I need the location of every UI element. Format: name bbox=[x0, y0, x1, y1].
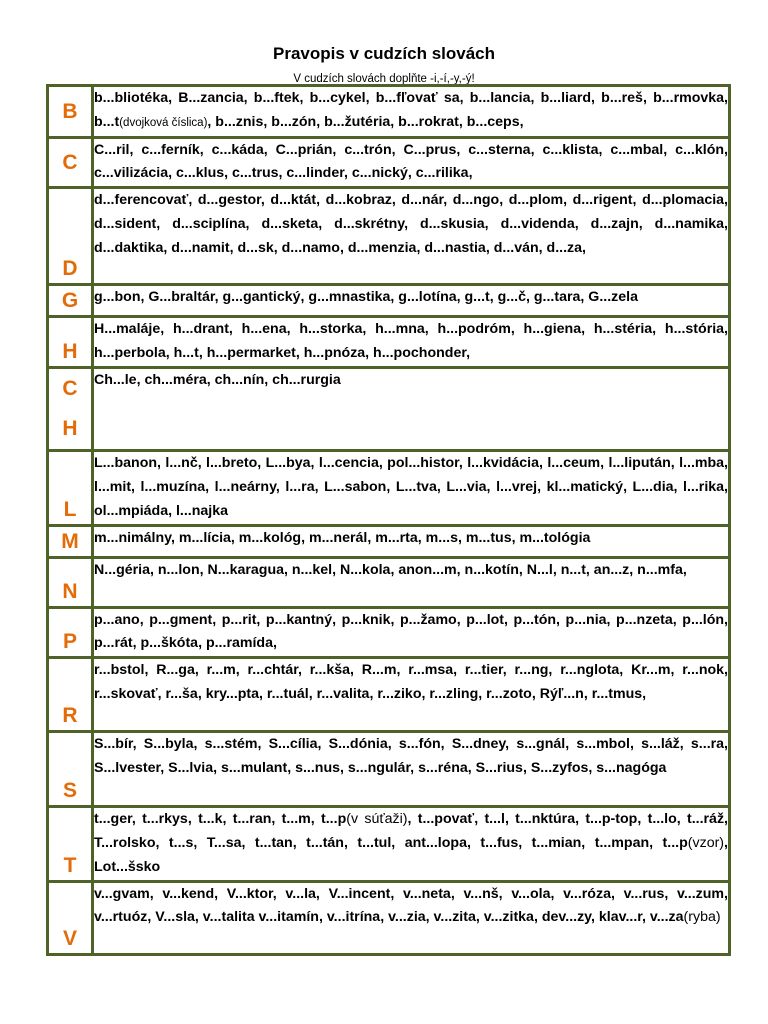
words-cell bbox=[93, 137, 730, 188]
word-line: C...ril, c...ferník, c...káda, C...prián, c...trón, C...prus, c...sterna, c...klista, c...mbal, bbox=[94, 141, 668, 158]
words-cell bbox=[93, 607, 730, 658]
word-line: b...rmovka, b...t bbox=[94, 90, 728, 130]
word-line: s...láž, s...ra, S...lvester, S...lvia, s...mulant, s...nus, s...ngulár, s...réna, S...rius, bbox=[94, 736, 728, 776]
word-line: c...klón, c...vilizácia, c...klus, c...trus, c...linder, c...nický, c...rilika, bbox=[94, 141, 728, 182]
letter-cell: H bbox=[48, 317, 93, 368]
letter-cell: V bbox=[48, 881, 93, 954]
word-line: d...ván, d...za, bbox=[493, 239, 586, 256]
table-row bbox=[48, 86, 730, 138]
word-line: S...zyfos, s...nagóga bbox=[530, 759, 667, 776]
word-line: v...zum, v...rtuóz, V...sla, v...talita v...itamín, v...itrína, v...zia, v...zita, v...zitka, bbox=[94, 885, 728, 926]
instruction-text: V cudzích slovách doplňte -i,-í,-y,-ý! bbox=[293, 73, 475, 85]
word-line: t...mpan, t...p bbox=[594, 834, 688, 851]
words-cell bbox=[93, 285, 730, 317]
word-line: d...ferencovať, d...gestor, d...ktát, d...kobraz, d...nár, d...ngo, d...plom, d...rigent, bbox=[94, 192, 637, 209]
letter-cell: B bbox=[48, 86, 93, 138]
word-line: , t...povať, t...l, t...nktúra, t...p-top, bbox=[407, 811, 642, 828]
words-cell bbox=[93, 368, 730, 451]
word-line: r...bstol, R...ga, r...m, r...chtár, r...kša, R...m, r...msa, r...tier, r...ng, r...nglota, bbox=[94, 662, 624, 679]
words-cell bbox=[93, 807, 730, 881]
table-row bbox=[48, 525, 730, 557]
table-row bbox=[48, 317, 730, 368]
word-line: v...gvam, v...kend, V...ktor, v...la, V...incent, v...neta, v...nš, v...ola, v...róza, v...rus, bbox=[94, 885, 669, 902]
word-line: Kr...m, r...nok, r...skovať, r...ša, kry...pta, r...tuál, r...valita, r...ziko, r...zling, r...zoto, bbox=[94, 662, 728, 702]
letter-cell: C bbox=[48, 137, 93, 188]
letter-c: C bbox=[62, 377, 78, 401]
letter-cell: T bbox=[48, 807, 93, 881]
words-cell bbox=[93, 557, 730, 607]
word-line: d...zajn, d...namika, d...daktika, d...namit, d...sk, d...namo, d...menzia, d...nastia, bbox=[94, 215, 729, 256]
word-line: L...banon, l...nč, l...breto, L...bya, l...cencia, pol...histor, l...kvidácia, l...ceum, bbox=[94, 455, 605, 472]
letter-cell: R bbox=[48, 658, 93, 732]
word-note: (v súťaži) bbox=[346, 811, 408, 828]
word-line: d...plomacia, d...sident, d...sciplína, d...sketa, d...skrétny, d...skusia, d...videnda, bbox=[94, 192, 728, 232]
word-line: dev...zy, klav...r, v...za bbox=[541, 909, 684, 926]
word-line: , Lot...šsko bbox=[94, 834, 728, 875]
word-line: n...mfa, bbox=[637, 561, 687, 578]
words-cell bbox=[93, 881, 730, 954]
word-line: h...stória, h...perbola, h...t, h...permarket, h...pnóza, h...pochonder, bbox=[94, 321, 728, 361]
letter-h: H bbox=[62, 417, 78, 441]
word-line: Ch...le, ch...méra, ch...nín, ch...rurgia bbox=[94, 372, 341, 389]
word-line: l...vrej, kl...matický, L...dia, l...rika, ol...mpiáda, l...najka bbox=[94, 478, 728, 519]
words-cell bbox=[93, 86, 730, 138]
table-row bbox=[48, 451, 730, 525]
word-line: b...bliotéka, B...zancia, b...ftek, b...cykel, b...fľovať sa, b...lancia, b...liard, b...reš, bbox=[94, 90, 647, 106]
table-row bbox=[48, 557, 730, 607]
table-row bbox=[48, 368, 730, 451]
table-row bbox=[48, 188, 730, 285]
table-row bbox=[48, 137, 730, 188]
table-row bbox=[48, 881, 730, 954]
table-row bbox=[48, 732, 730, 807]
words-cell bbox=[93, 451, 730, 525]
word-line: Rýľ...n, r...tmus, bbox=[539, 685, 647, 702]
table-row bbox=[48, 285, 730, 317]
word-line: g...bon, G...braltár, g...gantický, g...mnastika, g...lotína, g...t, g...č, g...tara, G...zela bbox=[94, 289, 638, 306]
words-cell bbox=[93, 317, 730, 368]
letter-cell: P bbox=[48, 607, 93, 658]
words-cell bbox=[93, 188, 730, 285]
word-line: l...lipután, l...mba, l...mit, l...muzína, l...neárny, l...ra, L...sabon, L...tva, L...via, bbox=[94, 455, 728, 495]
word-note: (vzor) bbox=[687, 834, 725, 851]
table-row bbox=[48, 607, 730, 658]
word-line: , b...znis, b...zón, b...žutéria, b...rokrat, b...ceps, bbox=[207, 113, 524, 130]
letter-cell: D bbox=[48, 188, 93, 285]
page-title: Pravopis v cudzích slovách bbox=[272, 44, 496, 63]
word-line: N...géria, n...lon, N...karagua, n...kel, N...kola, anon...m, n...kotín, N...l, n...t, an...z, bbox=[94, 561, 634, 578]
words-cell bbox=[93, 658, 730, 732]
word-note: (dvojková číslica) bbox=[119, 116, 208, 129]
words-cell bbox=[93, 732, 730, 807]
word-table bbox=[46, 84, 731, 956]
letter-cell: G bbox=[48, 285, 93, 317]
letter-cell: S bbox=[48, 732, 93, 807]
word-line: t...ger, t...rkys, t...k, t...ran, t...m, t...p bbox=[94, 811, 347, 828]
word-note: (ryba) bbox=[683, 909, 721, 926]
table-row bbox=[48, 658, 730, 732]
word-line: m...nimálny, m...lícia, m...kológ, m...nerál, m...rta, m...s, m...tus, m...tológia bbox=[94, 529, 591, 546]
letter-cell bbox=[48, 368, 93, 451]
letter-cell: N bbox=[48, 557, 93, 607]
letter-cell: M bbox=[48, 525, 93, 557]
word-line: p...nzeta, p...lón, p...rát, p...škóta, p...ramída, bbox=[94, 611, 728, 652]
table-row bbox=[48, 807, 730, 881]
word-line: t...lo, t...ráž, T...rolsko, t...s, T...sa, t...tan, t...tán, t...tul, ant...lopa, t...fus, t...mian, bbox=[94, 811, 728, 851]
word-line: S...bír, S...byla, s...stém, S...cília, S...dónia, s...fón, S...dney, s...gnál, s...mbol, bbox=[94, 736, 634, 753]
word-line: H...maláje, h...drant, h...ena, h...storka, h...mna, h...podróm, h...giena, h...stéria, bbox=[94, 321, 657, 338]
words-cell bbox=[93, 525, 730, 557]
word-line: p...ano, p...gment, p...rit, p...kantný, p...knik, p...žamo, p...lot, p...tón, p...nia, bbox=[94, 611, 611, 628]
letter-cell: L bbox=[48, 451, 93, 525]
